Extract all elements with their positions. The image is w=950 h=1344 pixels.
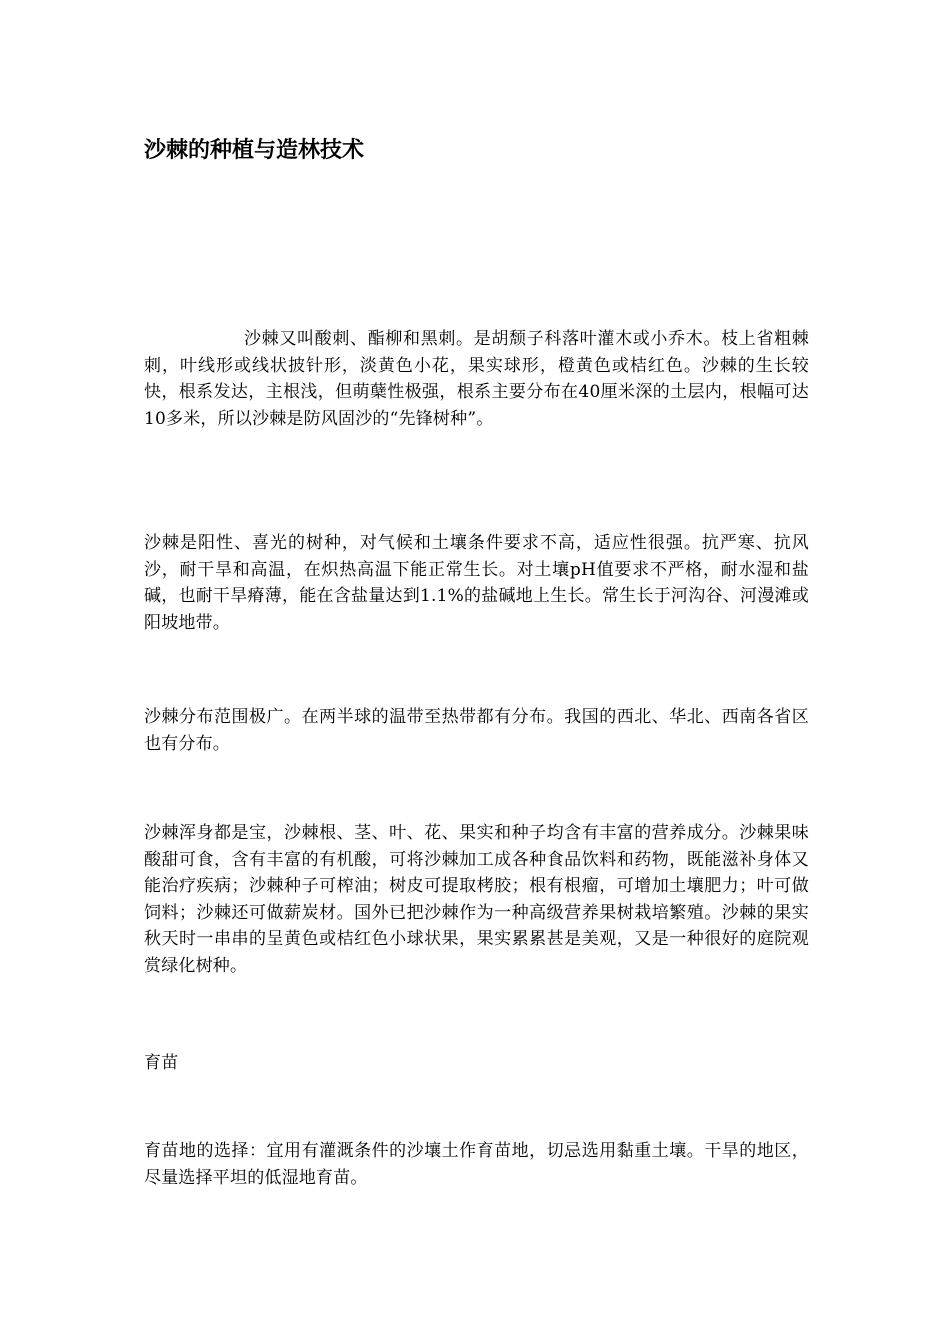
paragraph-intro: 沙棘又叫酸刺、酯柳和黑刺。是胡颓子科落叶灌木或小乔木。枝上省粗棘刺，叶线形或线状披针形，淡黄色小花，果实球形，橙黄色或桔红色。沙棘的生长较快，根系发达，主根浅，但萌蘖性极强，根系主要分布在40厘米深的土层内，根幅可达10多米，所以沙棘是防风固沙的“先锋树种”。	[144, 329, 809, 429]
paragraph-distribution: 沙棘分布范围极广。在两半球的温带至热带都有分布。我国的西北、华北、西南各省区也有分布。	[144, 707, 809, 754]
paragraph-value: 沙棘浑身都是宝，沙棘根、茎、叶、花、果实和种子均含有丰富的营养成分。沙棘果味酸甜可食，含有丰富的有机酸，可将沙棘加工成各种食品饮料和药物，既能滋补身体又能治疗疾病；沙棘种子可榨油；树皮可提取栲胶；根有根瘤，可增加土壤肥力；叶可做饲料；沙棘还可做薪炭材。国外已把沙棘作为一种高级营养果树栽培繁殖。沙棘的果实秋天时一串串的呈黄色或桔红色小球状果，果实累累甚是美观，又是一种很好的庭院观赏绿化树种。	[144, 823, 809, 976]
paragraph-nursery-site: 育苗地的选择：宜用有灌溉条件的沙壤土作育苗地，切忌选用黏重土壤。干旱的地区，尽量选择平坦的低湿地育苗。	[144, 1141, 809, 1188]
paragraph-habit: 沙棘是阳性、喜光的树种，对气候和土壤条件要求不高，适应性很强。抗严寒、抗风沙，耐干旱和高温，在炽热高温下能正常生长。对土壤pH值要求不严格，耐水湿和盐碱，也耐干旱瘠薄，能在含盐量达到1.1%的盐碱地上生长。常生长于河沟谷、河漫滩或阳坡地带。	[144, 533, 809, 633]
section-heading-seedling: 育苗	[144, 1053, 179, 1073]
document-title: 沙棘的种植与造林技术	[144, 137, 365, 163]
